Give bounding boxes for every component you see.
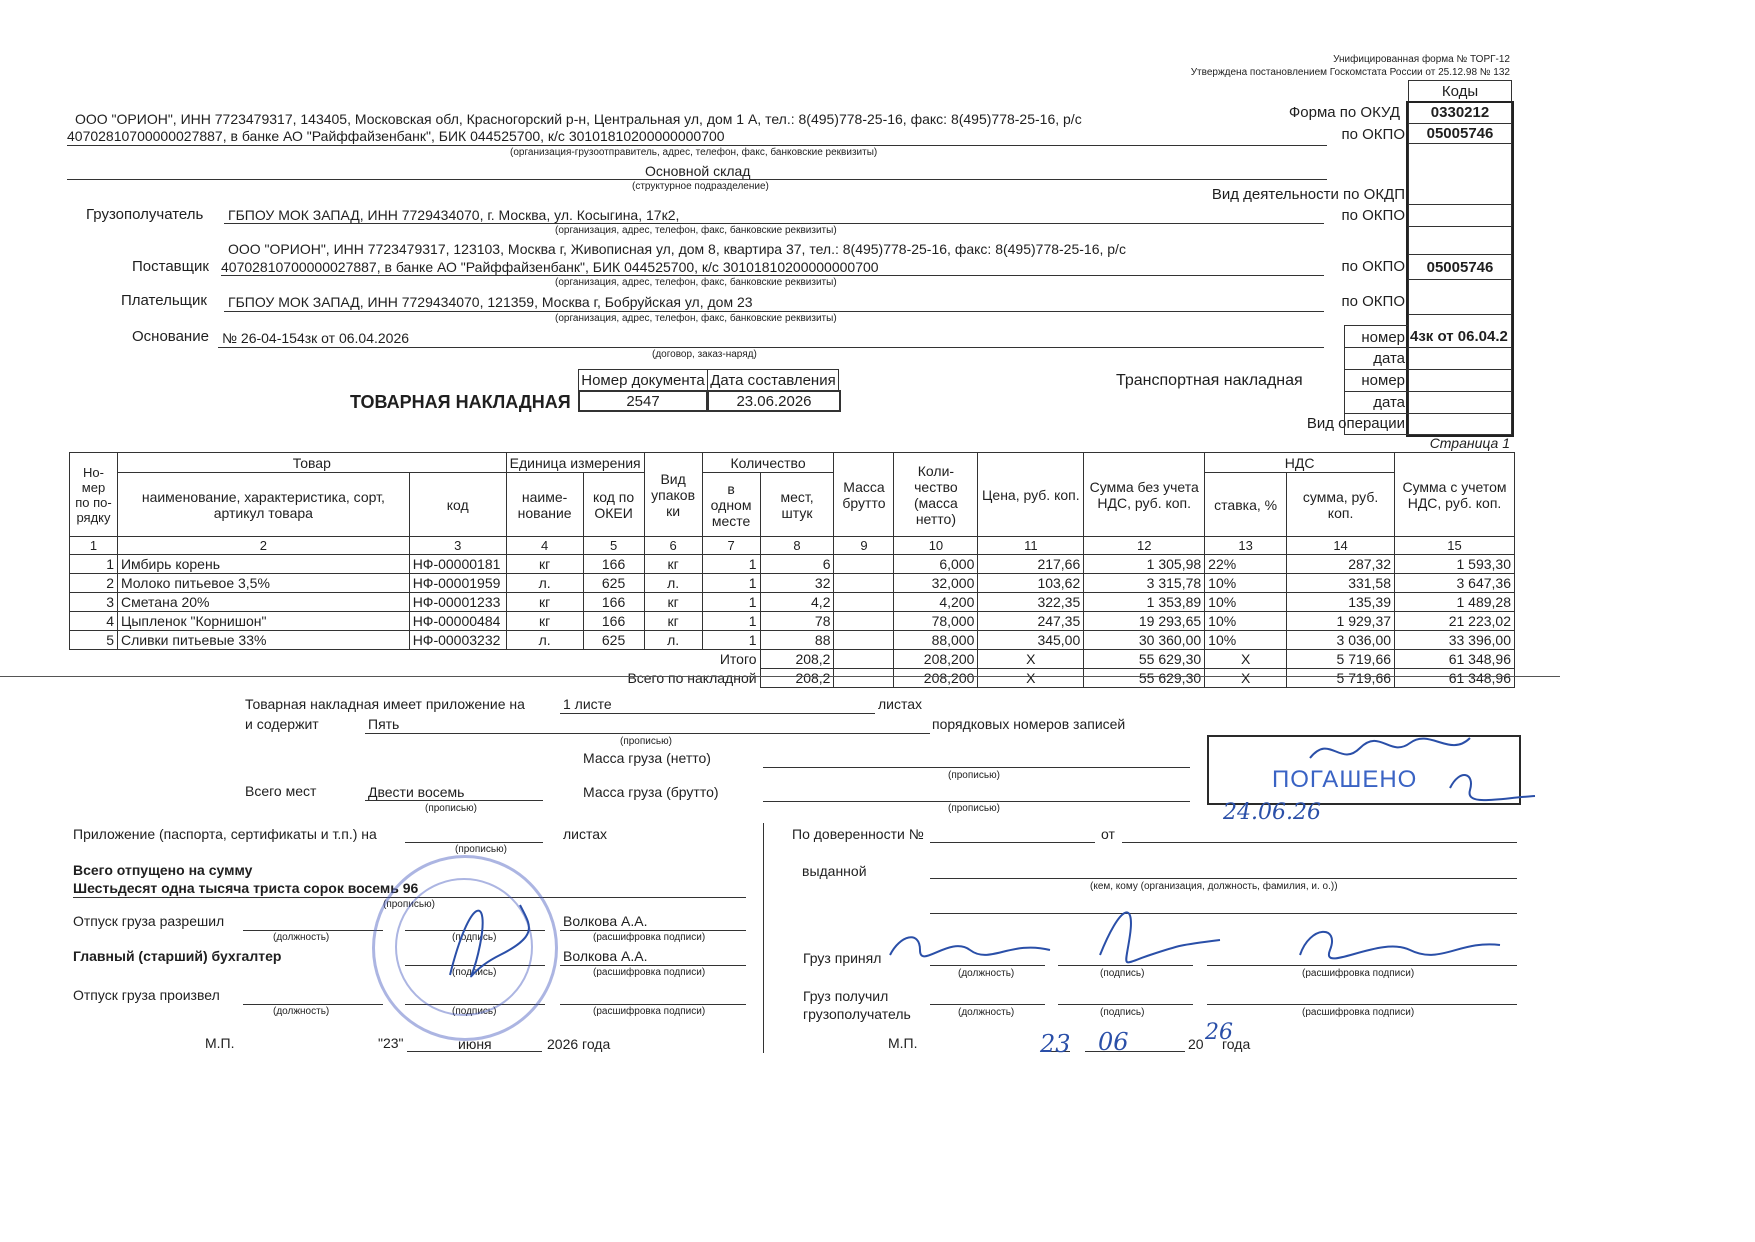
basis-date-label: дата (1373, 350, 1405, 367)
cell-unit: кг (506, 555, 583, 574)
transport-number-label: номер (1361, 372, 1405, 389)
column-numbers-row (70, 537, 1515, 555)
places-label: Всего мест (245, 783, 317, 799)
date-month: июня (458, 1036, 492, 1052)
colnum: 4 (506, 537, 583, 555)
vsego-rate: X (1205, 669, 1287, 688)
cell-okei: 166 (583, 555, 644, 574)
cell-vat: 1 929,37 (1287, 612, 1395, 631)
cell-code: НФ-00003232 (409, 631, 506, 650)
cell-places: 6 (760, 555, 834, 574)
cap-decode-3: (расшифровка подписи) (593, 1006, 706, 1017)
cap-position-3: (должность) (273, 1006, 330, 1017)
itogo-row (70, 650, 1515, 669)
cell-unit: кг (506, 593, 583, 612)
gross-caption: (прописью) (948, 803, 1000, 814)
basis-number-label: номер (1361, 329, 1405, 346)
supplier-line-2: 40702810700000027887, в банке АО "Райффайзенбанк", БИК 044525700, к/с 30101810200000000700 (221, 259, 879, 275)
cap-decode-r2: (расшифровка подписи) (1302, 1007, 1415, 1018)
cap-signature-r2: (подпись) (1100, 1007, 1145, 1018)
shipper-line-1: ООО "ОРИОН", ИНН 7723479317, 143405, Московская обл, Красногорский р-н, Центральная ул, дом 1 А, тел.: 8(495)778-25-16, факс: 8(495)778-25-16, р/с (75, 111, 1082, 127)
cell-total: 33 396,00 (1395, 631, 1515, 650)
release-done-label: Отпуск груза произвел (73, 987, 220, 1003)
cap-position-r1: (должность) (958, 968, 1015, 979)
proxy-from: от (1101, 826, 1115, 842)
contains-caption: (прописью) (620, 736, 672, 747)
th-goods-name: наименование, характеристика, сорт, артикул товара (117, 473, 409, 537)
colnum: 2 (117, 537, 409, 555)
th-vat-rate: ставка, % (1205, 473, 1287, 537)
cell-code: НФ-00001233 (409, 593, 506, 612)
doc-title: ТОВАРНАЯ НАКЛАДНАЯ (350, 392, 571, 412)
cell-sum: 3 315,78 (1084, 574, 1205, 593)
colnum: 9 (834, 537, 894, 555)
colnum: 8 (760, 537, 834, 555)
pogasheno-stamp-text: ПОГАШЕНО (1272, 766, 1418, 793)
cell-net: 78,000 (894, 612, 978, 631)
accepted-label: Груз принял (803, 950, 882, 966)
cell-okei: 166 (583, 612, 644, 631)
cell-pack: л. (644, 631, 702, 650)
cap-decode-r1: (расшифровка подписи) (1302, 968, 1415, 979)
accountant-label: Главный (старший) бухгалтер (73, 948, 282, 964)
itogo-total: 61 348,96 (1395, 650, 1515, 669)
cell-places: 4,2 (760, 593, 834, 612)
transport-label: Транспортная накладная (1116, 372, 1303, 389)
th-qty: Количество (702, 453, 834, 473)
cap-decode-2: (расшифровка подписи) (593, 967, 706, 978)
division-caption: (структурное подразделение) (632, 181, 769, 192)
cell-pack: кг (644, 555, 702, 574)
cell-code: НФ-00001959 (409, 574, 506, 593)
payer-caption: (организация, адрес, телефон, факс, банковские реквизиты) (555, 313, 837, 324)
th-unit-name: наиме- нование (506, 473, 583, 537)
basis-number-value: 4зк от 06.04.2 (1410, 328, 1508, 345)
cell-rate: 10% (1205, 631, 1287, 650)
cell-rate: 10% (1205, 574, 1287, 593)
itogo-net: 208,200 (894, 650, 978, 669)
table-row (70, 574, 1515, 593)
table-row (70, 593, 1515, 612)
itogo-vat: 5 719,66 (1287, 650, 1395, 669)
payer-value: ГБПОУ МОК ЗАПАД, ИНН 7729434070, 121359, Москва г, Бобруйская ул, дом 23 (228, 294, 753, 310)
cell-vat: 135,39 (1287, 593, 1395, 612)
cap-signature-3: (подпись) (452, 1006, 497, 1017)
supplier-line-1: ООО "ОРИОН", ИНН 7723479317, 123103, Москва г, Живописная ул, дом 8, квартира 37, тел.: 8(495)778-25-16, факс: 8(495)778-25-16, р/с (228, 241, 1126, 257)
cap-signature: (подпись) (452, 932, 497, 943)
cell-rate: 22% (1205, 555, 1287, 574)
colnum: 14 (1287, 537, 1395, 555)
contains-label: и содержит (245, 716, 319, 732)
received-label-1: Груз получил (803, 988, 889, 1004)
cell-n: 2 (70, 574, 118, 593)
docs-label: Приложение (паспорта, сертификаты и т.п.) на (73, 826, 377, 842)
cap-position-r2: (должность) (958, 1007, 1015, 1018)
cell-unit: л. (506, 631, 583, 650)
places-value: Двести восемь (368, 784, 465, 800)
okud-code: 0330212 (1408, 102, 1512, 124)
colnum: 1 (70, 537, 118, 555)
vsego-label: Всего по накладной (627, 670, 757, 686)
cell-pack: кг (644, 612, 702, 631)
signature-top-right (1300, 728, 1540, 808)
shipper-division: Основной склад (645, 163, 751, 179)
release-allowed-label: Отпуск груза разрешил (73, 913, 225, 929)
basis-caption: (договор, заказ-наряд) (652, 349, 757, 360)
cell-total: 3 647,36 (1395, 574, 1515, 593)
cell-n: 3 (70, 593, 118, 612)
th-vat: НДС (1205, 453, 1395, 473)
supplier-label: Поставщик (132, 258, 209, 275)
th-unit-okei: код по ОКЕИ (583, 473, 644, 537)
vsego-row (70, 669, 1515, 688)
cell-gross (834, 612, 894, 631)
cell-rate: 10% (1205, 593, 1287, 612)
cell-code: НФ-00000181 (409, 555, 506, 574)
gross-label: Масса груза (брутто) (583, 784, 719, 800)
supplier-caption: (организация, адрес, телефон, факс, банковские реквизиты) (555, 277, 837, 288)
supplier-okpo-label: по ОКПО (1341, 258, 1405, 275)
itogo-gross (834, 650, 894, 669)
cell-name: Сметана 20% (117, 593, 409, 612)
handwritten-year: 26 (1205, 1020, 1233, 1045)
colnum: 7 (702, 537, 760, 555)
form-line-2: Утверждена постановлением Госкомстата России от 25.12.98 № 132 (1190, 67, 1510, 78)
cell-name: Молоко питьевое 3,5% (117, 574, 409, 593)
itogo-places: 208,2 (760, 650, 834, 669)
date-year: 2026 года (547, 1036, 611, 1052)
contains-unit: порядковых номеров записей (932, 716, 1126, 732)
released-sum-label: Всего отпущено на сумму (73, 862, 253, 878)
cell-n: 5 (70, 631, 118, 650)
vsego-gross (834, 669, 894, 688)
attach-value: 1 листе (563, 696, 612, 712)
colnum: 10 (894, 537, 978, 555)
table-row (70, 612, 1515, 631)
proxy-label: По доверенности № (792, 826, 924, 842)
consignee-okpo-label: по ОКПО (1341, 207, 1405, 224)
cell-vat: 3 036,00 (1287, 631, 1395, 650)
th-qty-places: мест, штук (760, 473, 834, 537)
cell-price: 345,00 (978, 631, 1084, 650)
vsego-total: 61 348,96 (1395, 669, 1515, 688)
form-line-1: Унифицированная форма № ТОРГ-12 (1333, 54, 1510, 65)
cell-vat: 331,58 (1287, 574, 1395, 593)
cell-name: Цыпленок "Корнишон" (117, 612, 409, 631)
th-gross: Масса брутто (834, 453, 894, 537)
released-sum-caption: (прописью) (383, 899, 435, 910)
colnum: 6 (644, 537, 702, 555)
release-allowed-name: Волкова А.А. (563, 913, 648, 929)
received-label-2: грузополучатель (803, 1006, 911, 1022)
cell-places: 88 (760, 631, 834, 650)
th-sum-novat: Сумма без учета НДС, руб. коп. (1084, 453, 1205, 537)
th-unit: Единица измерения (506, 453, 644, 473)
contains-value: Пять (368, 716, 400, 732)
cell-pack: кг (644, 593, 702, 612)
net-label: Масса груза (нетто) (583, 750, 711, 766)
cell-okei: 166 (583, 593, 644, 612)
page-number: Страница 1 (1429, 435, 1510, 451)
vsego-vat: 5 719,66 (1287, 669, 1395, 688)
doc-number: 2547 (578, 390, 708, 412)
cell-unit: кг (506, 612, 583, 631)
cell-sum: 19 293,65 (1084, 612, 1205, 631)
net-caption: (прописью) (948, 770, 1000, 781)
cell-price: 322,35 (978, 593, 1084, 612)
table-row (70, 631, 1515, 650)
colnum: 13 (1205, 537, 1287, 555)
cell-price: 247,35 (978, 612, 1084, 631)
okpo-code: 05005746 (1408, 124, 1512, 144)
cell-vat: 287,32 (1287, 555, 1395, 574)
doc-date-header: Дата составления (707, 369, 839, 391)
cell-one: 1 (702, 631, 760, 650)
cell-okei: 625 (583, 631, 644, 650)
consignee-caption: (организация, адрес, телефон, факс, банковские реквизиты) (555, 225, 837, 236)
signatures-accepted (880, 895, 1520, 975)
consignee-value: ГБПОУ МОК ЗАПАД, ИНН 7729434070, г. Москва, ул. Косыгина, 17к2, (228, 207, 680, 223)
doc-date: 23.06.2026 (707, 390, 841, 412)
cell-one: 1 (702, 555, 760, 574)
cell-net: 32,000 (894, 574, 978, 593)
colnum: 12 (1084, 537, 1205, 555)
cell-n: 4 (70, 612, 118, 631)
transport-date-label: дата (1373, 394, 1405, 411)
accountant-name: Волкова А.А. (563, 948, 648, 964)
cell-net: 88,000 (894, 631, 978, 650)
colnum: 11 (978, 537, 1084, 555)
th-goods-code: код (409, 473, 506, 537)
released-sum-value: Шестьдесят одна тысяча триста сорок восемь 96 (73, 880, 419, 896)
cell-rate: 10% (1205, 612, 1287, 631)
mp-right: М.П. (888, 1035, 918, 1051)
signature-seal (430, 885, 550, 995)
cell-total: 1 489,28 (1395, 593, 1515, 612)
issued-label: выданной (802, 863, 867, 879)
places-caption: (прописью) (425, 803, 477, 814)
cell-name: Имбирь корень (117, 555, 409, 574)
cell-one: 1 (702, 612, 760, 631)
consignee-label: Грузополучатель (86, 206, 204, 223)
th-price: Цена, руб. коп. (978, 453, 1084, 537)
attach-label: Товарная накладная имеет приложение на (245, 696, 525, 712)
cell-sum: 1 305,98 (1084, 555, 1205, 574)
docs-caption: (прописью) (455, 844, 507, 855)
th-net: Коли- чество (масса нетто) (894, 453, 978, 537)
cell-gross (834, 631, 894, 650)
cell-places: 78 (760, 612, 834, 631)
attach-unit: листах (878, 696, 923, 712)
doc-number-header: Номер документа (578, 369, 708, 391)
cell-okei: 625 (583, 574, 644, 593)
handwritten-day: 23 (1040, 1030, 1071, 1058)
itogo-price: X (978, 650, 1084, 669)
cell-price: 103,62 (978, 574, 1084, 593)
date-day: "23" (378, 1035, 404, 1051)
cell-places: 32 (760, 574, 834, 593)
stamp-handwritten-date: 24.06.26 (1223, 800, 1321, 825)
cell-name: Сливки питьевые 33% (117, 631, 409, 650)
okpo-label: по ОКПО (1341, 126, 1405, 143)
cell-total: 1 593,30 (1395, 555, 1515, 574)
operation-label: Вид операции (1306, 415, 1405, 432)
th-qty-one: в одном месте (702, 473, 760, 537)
table-row (70, 555, 1515, 574)
itogo-sum: 55 629,30 (1084, 650, 1205, 669)
shipper-line-2: 40702810700000027887, в банке АО "Райффайзенбанк", БИК 044525700, к/с 30101810200000000700 (67, 128, 725, 144)
cell-unit: л. (506, 574, 583, 593)
itogo-rate: X (1205, 650, 1287, 669)
th-total: Сумма с учетом НДС, руб. коп. (1395, 453, 1515, 537)
cell-net: 4,200 (894, 593, 978, 612)
year2-prefix: 20 (1188, 1036, 1204, 1052)
cell-sum: 30 360,00 (1084, 631, 1205, 650)
colnum: 3 (409, 537, 506, 555)
codes-header: Коды (1408, 80, 1512, 102)
cell-gross (834, 555, 894, 574)
goods-table (69, 452, 1515, 688)
cell-one: 1 (702, 593, 760, 612)
cell-one: 1 (702, 574, 760, 593)
cell-pack: л. (644, 574, 702, 593)
cell-net: 6,000 (894, 555, 978, 574)
cap-signature-2: (подпись) (452, 967, 497, 978)
cell-total: 21 223,02 (1395, 612, 1515, 631)
th-vat-sum: сумма, руб. коп. (1287, 473, 1395, 537)
mp-left: М.П. (205, 1035, 235, 1051)
cell-sum: 1 353,89 (1084, 593, 1205, 612)
cap-decode: (расшифровка подписи) (593, 932, 706, 943)
vsego-price: X (978, 669, 1084, 688)
vsego-sum: 55 629,30 (1084, 669, 1205, 688)
docs-unit: листах (563, 826, 608, 842)
th-goods: Товар (117, 453, 506, 473)
cell-gross (834, 593, 894, 612)
supplier-okpo-code: 05005746 (1408, 254, 1512, 280)
itogo-label: Итого (719, 651, 757, 668)
shipper-caption: (организация-грузоотправитель, адрес, телефон, факс, банковские реквизиты) (510, 147, 878, 158)
th-num: Но- мер по по- рядку (70, 453, 118, 537)
vsego-places: 208,2 (760, 669, 834, 688)
basis-value: № 26-04-154зк от 06.04.2026 (222, 330, 410, 346)
cell-code: НФ-00000484 (409, 612, 506, 631)
issued-caption: (кем, кому (организация, должность, фамилия, и. о.)) (1090, 881, 1338, 892)
payer-okpo-label: по ОКПО (1341, 293, 1405, 310)
cell-price: 217,66 (978, 555, 1084, 574)
year2-suffix: года (1222, 1036, 1251, 1052)
colnum: 15 (1395, 537, 1515, 555)
handwritten-month: 06 (1098, 1028, 1129, 1056)
cell-n: 1 (70, 555, 118, 574)
payer-label: Плательщик (121, 292, 207, 309)
cap-position: (должность) (273, 932, 330, 943)
th-pack: Вид упаков ки (644, 453, 702, 537)
colnum: 5 (583, 537, 644, 555)
basis-label: Основание (132, 328, 209, 345)
okud-label: Форма по ОКУД (1288, 104, 1400, 121)
okdp-label: Вид деятельности по ОКДП (1211, 186, 1405, 203)
cell-gross (834, 574, 894, 593)
vsego-net: 208,200 (894, 669, 978, 688)
cap-signature-r1: (подпись) (1100, 968, 1145, 979)
